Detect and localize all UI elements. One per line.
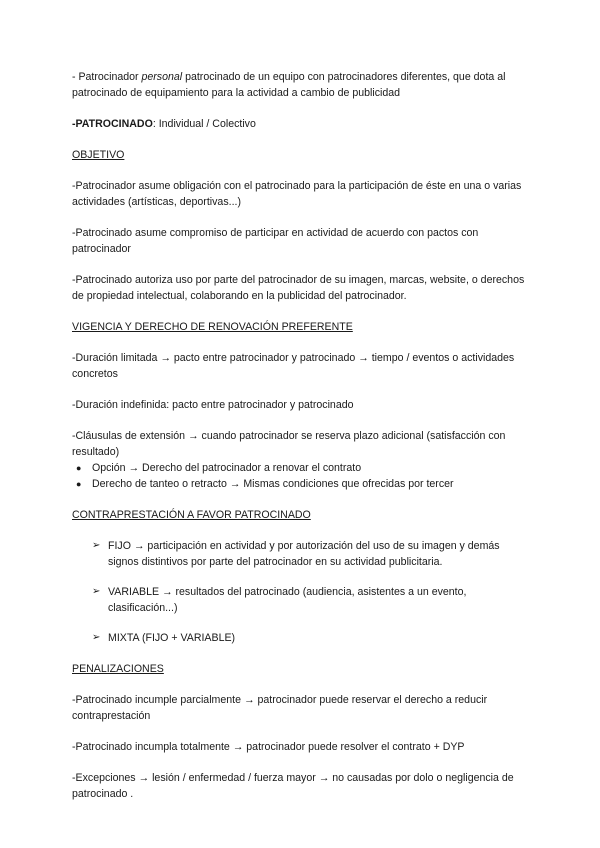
objetivo-paragraph: -Patrocinador asume obligación con el patrocinado para la participación de éste en una o varias actividades (artísticas, deportivas...) [72,180,522,208]
penalizaciones-paragraph: -Patrocinado incumple parcialmente → patrocinador puede reservar el derecho a reducir contraprestación [72,694,488,722]
objetivo-paragraph: -Patrocinado asume compromiso de participar en actividad de acuerdo con pactos con patrocinador [72,227,479,255]
vigencia-paragraph: -Duración indefinida: pacto entre patrocinador y patrocinado [72,399,354,411]
penalizaciones-paragraph: -Excepciones → lesión / enfermedad / fuerza mayor → no causadas por dolo o negligencia de patrocinado . [72,772,514,800]
arrowhead-bullet-icon: ➢ [92,540,101,551]
document-page [72,69,532,802]
bullet-icon: ● [76,463,82,473]
heading-contraprestacion: CONTRAPRESTACIÓN A FAVOR PATROCINADO [72,509,311,521]
list-item: ➢ FIJO → participación en actividad y por autorización del uso de su imagen y demás signos distintivos por parte del patrocinador en su actividad publicitaria. [92,540,500,568]
objetivo-paragraph: -Patrocinado autoriza uso por parte del patrocinador de su imagen, marcas, website, o derechos de propiedad intelectual, colaborando en la publicidad del patrocinador. [72,274,525,302]
penalizaciones-paragraph: -Patrocinado incumpla totalmente → patrocinador puede resolver el contrato + DYP [72,741,465,753]
contraprestacion-list [72,538,532,646]
arrowhead-bullet-icon: ➢ [92,632,101,643]
patrocinado-line: -PATROCINADO: Individual / Colectivo [72,118,256,130]
vigencia-paragraph: -Duración limitada → pacto entre patrocinador y patrocinado → tiempo / eventos o actividades concretos [72,352,515,380]
list-item: ● Derecho de tanteo o retracto → Mismas condiciones que ofrecidas por tercer [76,478,454,490]
intro-paragraph: - Patrocinador personal patrocinado de un equipo con patrocinadores diferentes, que dota al patrocinado de equipamiento para la actividad a cambio de publicidad [72,71,506,99]
vigencia-paragraph: -Cláusulas de extensión → cuando patrocinador se reserva plazo adicional (satisfacción con resultado) [72,430,506,458]
heading-vigencia: VIGENCIA Y DERECHO DE RENOVACIÓN PREFERENTE [72,321,353,333]
list-item: ● Opción → Derecho del patrocinador a renovar el contrato [76,462,362,474]
arrowhead-bullet-icon: ➢ [92,586,101,597]
vigencia-bullet-list [72,460,532,492]
list-item: ➢ MIXTA (FIJO + VARIABLE) [92,632,236,644]
heading-objetivo: OBJETIVO [72,149,125,161]
bullet-icon: ● [76,479,82,489]
heading-penalizaciones: PENALIZACIONES [72,663,164,675]
list-item: ➢ VARIABLE → resultados del patrocinado (audiencia, asistentes a un evento, clasificación...) [92,586,467,614]
